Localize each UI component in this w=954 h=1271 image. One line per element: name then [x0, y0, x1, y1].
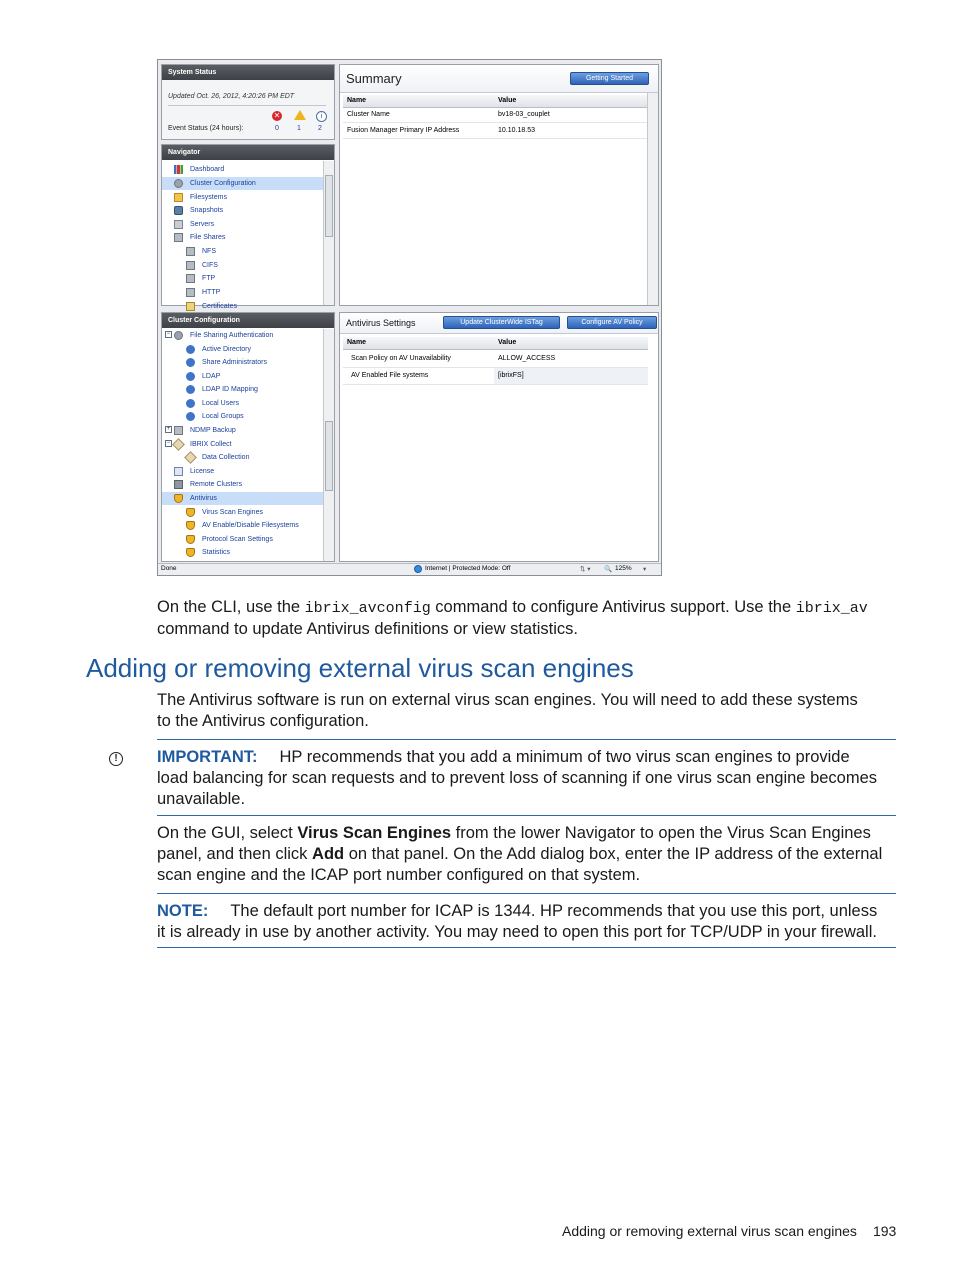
- gear-icon: [174, 331, 183, 340]
- backup-icon: [174, 426, 183, 435]
- cc-item-active-directory[interactable]: [162, 343, 334, 356]
- cc-item-remote-clusters[interactable]: [162, 478, 334, 491]
- nav-item-http[interactable]: [162, 286, 334, 299]
- cc-item-label: LDAP ID Mapping: [202, 386, 258, 393]
- summary-col-value[interactable]: Value: [494, 95, 648, 108]
- status-zone: Internet | Protected Mode: Off: [425, 565, 511, 572]
- nav-item-label: Filesystems: [190, 194, 227, 201]
- cc-item-label: NDMP Backup: [190, 427, 236, 434]
- share-icon: [186, 274, 195, 283]
- cc-item-antivirus[interactable]: [162, 492, 334, 505]
- divider: [157, 739, 896, 740]
- divider: [157, 893, 896, 894]
- cli-paragraph-line-1: [157, 597, 902, 619]
- text: on that panel. On the Add dialog box, enter the IP address of the external: [344, 845, 883, 863]
- system-status-panel: [161, 64, 335, 140]
- document-icon: [174, 467, 183, 476]
- nav-item-label: HTTP: [202, 289, 221, 296]
- nav-item-label: CIFS: [202, 262, 218, 269]
- cli-paragraph-line-2: command to update Antivirus definitions or view statistics.: [157, 620, 578, 638]
- antivirus-settings-panel: [339, 312, 659, 562]
- cc-item-label: Antivirus: [190, 495, 217, 502]
- cc-item-label: Active Directory: [202, 346, 252, 353]
- nav-item-label: FTP: [202, 275, 216, 282]
- nav-item-label: Cluster Configuration: [190, 180, 256, 187]
- summary-panel: [339, 64, 659, 306]
- cc-item-label: License: [190, 468, 215, 475]
- share-icon: [186, 261, 195, 270]
- cc-item-label: LDAP: [202, 373, 221, 380]
- warning-count[interactable]: 1: [297, 125, 301, 132]
- antivirus-title: Antivirus Settings: [346, 318, 416, 328]
- cc-item-label: Virus Scan Engines: [202, 509, 263, 516]
- nav-item-label: Certificates: [202, 303, 238, 310]
- error-count[interactable]: 0: [275, 125, 279, 132]
- nav-item-snapshots[interactable]: [162, 204, 334, 217]
- nav-item-cluster-configuration[interactable]: [162, 177, 334, 190]
- antivirus-row-value: ALLOW_ACCESS: [494, 351, 648, 368]
- cc-item-virus-scan-engines[interactable]: [162, 506, 334, 519]
- shield-icon: [186, 535, 195, 544]
- divider: [168, 105, 326, 106]
- cc-item-av-enable-disable-filesystems[interactable]: [162, 519, 334, 532]
- cluster-icon: [174, 480, 183, 489]
- summary-row-name: Fusion Manager Primary IP Address: [343, 124, 497, 139]
- antivirus-col-value[interactable]: Value: [494, 337, 648, 350]
- cc-item-label: AV Enable/Disable Filesystems: [202, 522, 299, 529]
- share-icon: [186, 288, 195, 297]
- scrollbar-thumb[interactable]: [325, 421, 333, 491]
- nav-item-nfs[interactable]: [162, 245, 334, 258]
- info-icon: i: [316, 111, 327, 122]
- zoom-icon: 🔍: [604, 566, 613, 573]
- summary-title: Summary: [346, 71, 402, 86]
- antivirus-row-value: [ibrixFS]: [494, 368, 648, 385]
- divider: [157, 947, 896, 948]
- virus-scan-engines-term: Virus Scan Engines: [297, 824, 452, 842]
- navigator-panel: [161, 144, 335, 310]
- certificate-icon: [186, 302, 195, 311]
- cc-item-ndmp-backup[interactable]: [162, 424, 334, 437]
- shield-icon: [174, 494, 183, 503]
- management-console-screenshot: [157, 59, 662, 576]
- text: On the CLI, use the: [157, 598, 305, 616]
- intro-line-2: to the Antivirus configuration.: [157, 712, 369, 730]
- nav-item-label: Servers: [190, 221, 215, 228]
- important-line-1: HP recommends that you add a minimum of two virus scan engines to provide: [279, 748, 850, 766]
- cc-item-label: Local Users: [202, 400, 239, 407]
- users-icon: [186, 358, 195, 367]
- server-icon: [174, 220, 183, 229]
- navigator-scrollbar[interactable]: [323, 161, 334, 305]
- cc-item-label: Share Administrators: [202, 359, 267, 366]
- warning-icon: [294, 110, 306, 120]
- nav-item-certificates[interactable]: [162, 300, 334, 310]
- cc-item-local-groups[interactable]: [162, 410, 334, 423]
- nav-item-dashboard[interactable]: [162, 163, 334, 176]
- cluster-configuration-title: Cluster Configuration: [162, 313, 334, 328]
- configure-av-policy-button[interactable]: Configure AV Policy: [567, 316, 657, 329]
- expand-icon[interactable]: +: [166, 426, 171, 432]
- antivirus-row-name: AV Enabled File systems: [343, 368, 501, 385]
- nav-item-label: Snapshots: [190, 207, 224, 214]
- folder-icon: [174, 193, 183, 202]
- cc-item-label: Statistics: [202, 549, 231, 556]
- users-icon: [186, 372, 195, 381]
- cc-item-local-users[interactable]: [162, 397, 334, 410]
- shield-icon: [186, 521, 195, 530]
- important-line-2: load balancing for scan requests and to prevent loss of scanning if one virus scan engine becomes: [157, 769, 878, 787]
- shield-icon: [186, 508, 195, 517]
- chevron-down-icon[interactable]: ▾: [643, 566, 647, 573]
- cc-item-label: IBRIX Collect: [190, 441, 232, 448]
- security-icon[interactable]: ⇅ ▾: [580, 566, 591, 573]
- globe-icon: [414, 565, 422, 573]
- summary-row-name: Cluster Name: [343, 108, 497, 123]
- gui-paragraph: [157, 823, 882, 886]
- collect-icon: [172, 438, 185, 451]
- summary-scrollbar[interactable]: [647, 93, 658, 305]
- collapse-icon[interactable]: −: [166, 331, 171, 337]
- user-icon: [186, 399, 195, 408]
- note-line-1: The default port number for ICAP is 1344. HP recommends that you use this port, unless: [230, 902, 878, 920]
- shield-icon: [186, 548, 195, 557]
- share-icon: [186, 247, 195, 256]
- cc-item-ibrix-collect[interactable]: [162, 438, 334, 451]
- update-clusterwide-istag-button[interactable]: Update ClusterWide ISTag: [443, 316, 560, 329]
- zoom-level[interactable]: 125%: [615, 565, 632, 572]
- nav-item-label: File Shares: [190, 234, 226, 241]
- text: panel, and then click: [157, 845, 313, 863]
- users-icon: [186, 345, 195, 354]
- cc-item-label: File Sharing Authentication: [190, 332, 274, 339]
- note-line-2: it is already in use by another activity. You may need to open this port for TCP/UDP in your firewall.: [157, 923, 877, 941]
- cc-item-label: Data Collection: [202, 454, 250, 461]
- status-done: Done: [161, 565, 177, 572]
- getting-started-button[interactable]: Getting Started: [570, 72, 649, 85]
- cluster-configuration-panel: [161, 312, 335, 562]
- nav-item-ftp[interactable]: [162, 272, 334, 285]
- info-count[interactable]: 2: [318, 125, 322, 132]
- antivirus-row-name: Scan Policy on AV Unavailability: [343, 351, 501, 368]
- cc-item-ldap-id-mapping[interactable]: [162, 383, 334, 396]
- nav-item-filesystems[interactable]: [162, 191, 334, 204]
- dashboard-icon: [174, 165, 183, 174]
- text: from the lower Navigator to open the Virus Scan Engines: [451, 824, 871, 842]
- code-ibrix-avconfig: ibrix_avconfig: [304, 600, 431, 617]
- intro-line-1: The Antivirus software is run on external virus scan engines. You will need to add these systems: [157, 691, 858, 709]
- system-status-title: System Status: [162, 65, 334, 80]
- important-icon: !: [109, 752, 123, 766]
- section-heading: Adding or removing external virus scan engines: [86, 653, 634, 683]
- text: On the GUI, select: [157, 824, 298, 842]
- cc-item-share-administrators[interactable]: [162, 356, 334, 369]
- collapse-icon[interactable]: −: [166, 440, 171, 446]
- add-term: Add: [312, 845, 345, 863]
- footer-title: Adding or removing external virus scan engines: [562, 1223, 857, 1239]
- nav-item-cifs[interactable]: [162, 259, 334, 272]
- summary-row-value: bv18-03_couplet: [494, 108, 648, 123]
- scrollbar-thumb[interactable]: [325, 175, 333, 237]
- cluster-configuration-scrollbar[interactable]: [323, 329, 334, 561]
- antivirus-col-name[interactable]: Name: [343, 337, 498, 350]
- gear-icon: [174, 179, 183, 188]
- important-label: IMPORTANT:: [157, 748, 258, 766]
- text: command to configure Antivirus support. Use the: [430, 598, 796, 616]
- note-label: NOTE:: [157, 902, 209, 920]
- summary-row-value: 10.10.18.53: [494, 124, 648, 139]
- page-number: 193: [872, 1223, 897, 1239]
- nav-item-label: NFS: [202, 248, 216, 255]
- cc-item-label: Remote Clusters: [190, 481, 243, 488]
- cc-item-statistics[interactable]: [162, 546, 334, 559]
- collect-icon: [184, 451, 197, 464]
- gui-paragraph-line-3: scan engine and the ICAP port number configured on that system.: [157, 866, 641, 884]
- event-status-label: Event Status (24 hours):: [168, 125, 244, 132]
- share-icon: [174, 233, 183, 242]
- important-line-3: unavailable.: [157, 790, 246, 808]
- summary-col-name[interactable]: Name: [343, 95, 498, 108]
- system-status-updated: Updated Oct. 26, 2012, 4:20:26 PM EDT: [168, 93, 295, 100]
- intro-paragraph: [157, 690, 858, 732]
- cli-paragraph: [157, 597, 902, 640]
- error-icon: ✕: [273, 111, 281, 120]
- users-icon: [186, 412, 195, 421]
- navigator-title: Navigator: [162, 145, 334, 160]
- note-block: [157, 901, 877, 943]
- cc-item-file-sharing-authentication[interactable]: [162, 329, 334, 342]
- cc-item-data-collection[interactable]: [162, 451, 334, 464]
- nav-item-servers[interactable]: [162, 218, 334, 231]
- nav-item-label: Dashboard: [190, 166, 225, 173]
- users-icon: [186, 385, 195, 394]
- camera-icon: [174, 206, 183, 215]
- browser-status-bar: [158, 563, 661, 575]
- cc-item-ldap[interactable]: [162, 370, 334, 383]
- cc-item-label: Protocol Scan Settings: [202, 536, 273, 543]
- cc-item-protocol-scan-settings[interactable]: [162, 533, 334, 546]
- page-footer: [562, 1223, 896, 1239]
- code-ibrix-av: ibrix_av: [795, 600, 868, 617]
- divider: [157, 815, 896, 816]
- nav-item-file-shares[interactable]: [162, 231, 334, 244]
- cc-item-license[interactable]: [162, 465, 334, 478]
- important-block: [157, 747, 877, 810]
- cc-item-label: Local Groups: [202, 413, 244, 420]
